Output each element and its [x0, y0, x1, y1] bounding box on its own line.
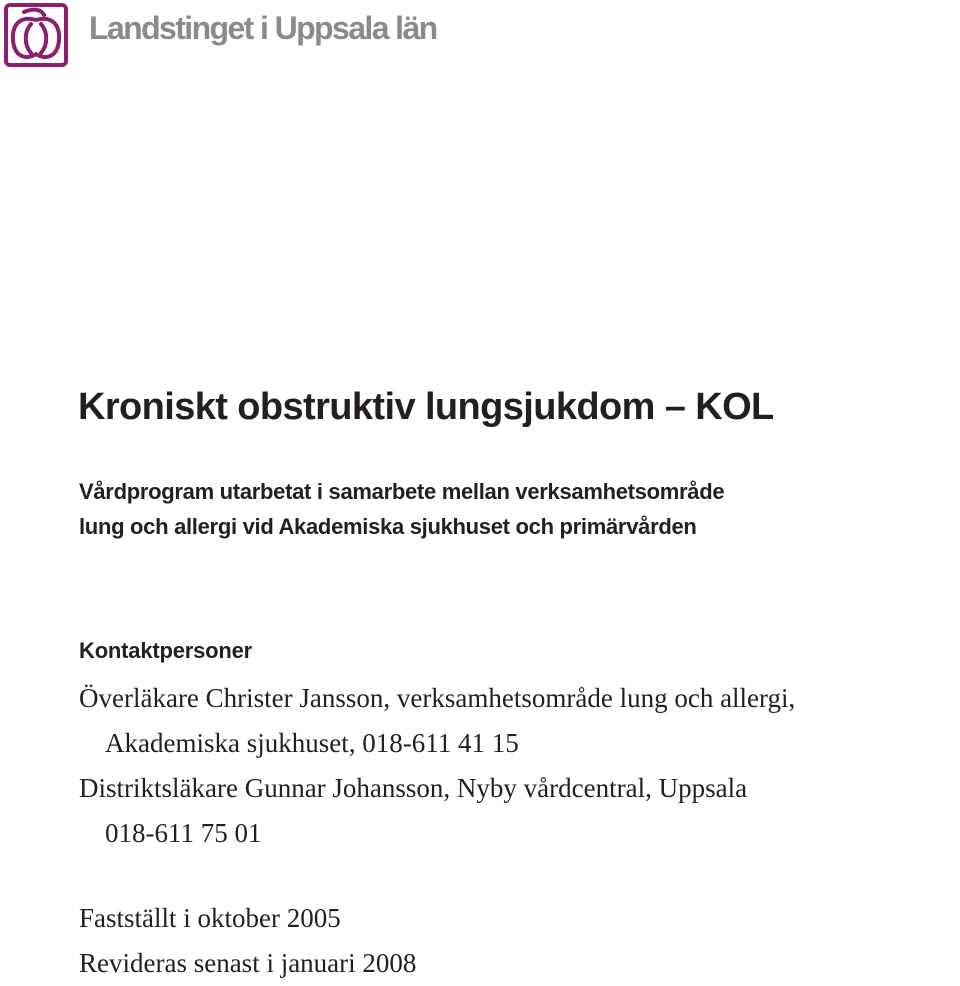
organization-name: Landstinget i Uppsala län — [89, 10, 437, 46]
document-dates — [79, 896, 416, 986]
contacts-list — [79, 676, 795, 856]
revision-date: Revideras senast i januari 2008 — [79, 948, 417, 978]
contact-line: Akademiska sjukhuset, 018-611 41 15 — [105, 728, 519, 758]
landstinget-logo-icon — [4, 3, 68, 67]
contacts-heading: Kontaktpersoner — [79, 638, 253, 663]
document-subtitle — [79, 474, 724, 544]
established-date: Fastställt i oktober 2005 — [79, 903, 341, 933]
subtitle-line: Vårdprogram utarbetat i samarbete mellan verksamhetsområde — [79, 479, 725, 504]
document-title: Kroniskt obstruktiv lungsjukdom – KOL — [78, 386, 774, 428]
contact-line: Distriktsläkare Gunnar Johansson, Nyby vårdcentral, Uppsala — [79, 773, 748, 803]
contact-line: 018-611 75 01 — [105, 818, 262, 848]
subtitle-line: lung och allergi vid Akademiska sjukhuset och primärvården — [79, 514, 697, 539]
contact-line: Överläkare Christer Jansson, verksamhetsområde lung och allergi, — [79, 683, 796, 713]
